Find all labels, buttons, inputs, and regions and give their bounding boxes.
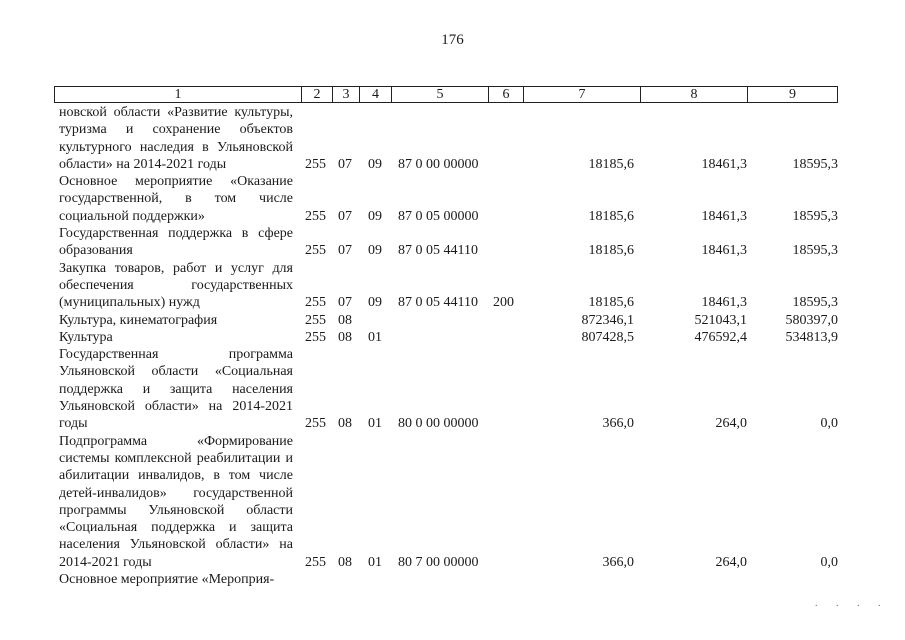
row-value-c7: 366,0 — [602, 416, 634, 432]
row-description: Культура, кинематография — [59, 312, 218, 328]
row-description: Закупка товаров, работ и услуг для обеспечения государственных (муниципальных) нужд — [59, 260, 293, 311]
row-value-c9: 18595,3 — [792, 243, 838, 259]
row-value-c2: 255 — [305, 554, 326, 570]
header-col-6: 6 — [489, 87, 524, 102]
header-col-9: 9 — [789, 87, 796, 102]
table-row — [0, 104, 905, 173]
row-value-c3: 07 — [338, 156, 352, 172]
row-value-c9: 18595,3 — [792, 156, 838, 172]
row-value-c2: 255 — [305, 416, 326, 432]
row-value-c3: 07 — [338, 295, 352, 311]
header-col-3: 3 — [333, 87, 360, 102]
row-value-c4: 09 — [368, 208, 382, 224]
scan-artifact: . . . . — [815, 598, 889, 609]
row-value-c4: 09 — [368, 156, 382, 172]
row-value-c3: 08 — [338, 554, 352, 570]
row-value-c3: 07 — [338, 243, 352, 259]
row-value-c7: 18185,6 — [588, 208, 634, 224]
row-value-c5: 87 0 05 44110 — [398, 243, 478, 259]
row-value-c9: 580397,0 — [785, 312, 838, 328]
row-description: Подпрограмма «Формирование системы комплексной реабилитации и абилитации инвалидов, в том числе детей-инвалидов» государственной программы Ульяновской области «Социальная поддержка и защита населения Ульяновской области» на 2014-2021 годы — [59, 433, 293, 570]
header-col-5: 5 — [392, 87, 489, 102]
table-row — [0, 225, 905, 260]
table-row — [0, 571, 905, 588]
table-row — [0, 260, 905, 312]
row-value-c9: 18595,3 — [792, 295, 838, 311]
row-value-c2: 255 — [305, 243, 326, 259]
row-value-c7: 872346,1 — [581, 312, 634, 328]
row-value-c8: 18461,3 — [701, 208, 747, 224]
row-value-c8: 521043,1 — [694, 312, 747, 328]
header-col-2: 2 — [302, 87, 333, 102]
row-description: новской области «Развитие культуры, туризма и сохранение объектов культурного наследия в Ульяновской области» на 2014-2021 годы — [59, 105, 293, 172]
row-value-c7: 18185,6 — [588, 295, 634, 311]
row-description: Государственная программа Ульяновской области «Социальная поддержка и защита населения Ульяновской области» на 2014-2021 годы — [59, 347, 293, 432]
table-row — [0, 346, 905, 432]
row-value-c5: 87 0 05 00000 — [398, 208, 479, 224]
header-col-8: 8 — [641, 87, 748, 102]
row-value-c2: 255 — [305, 156, 326, 172]
row-value-c2: 255 — [305, 208, 326, 224]
row-value-c2: 255 — [305, 312, 326, 328]
row-value-c3: 08 — [338, 329, 352, 345]
row-description: Основное мероприятие «Мероприя- — [59, 572, 275, 588]
row-value-c4: 01 — [368, 416, 382, 432]
row-description: Государственная поддержка в сфере образования — [59, 226, 293, 259]
row-value-c8: 18461,3 — [701, 295, 747, 311]
table-row — [0, 329, 905, 346]
header-col-4: 4 — [360, 87, 392, 102]
table-header — [54, 86, 838, 103]
row-value-c4: 01 — [368, 329, 382, 345]
table-row — [0, 433, 905, 571]
row-value-c7: 366,0 — [602, 554, 634, 570]
row-value-c6: 200 — [493, 295, 514, 311]
row-value-c9: 18595,3 — [792, 208, 838, 224]
row-description: Культура — [59, 329, 113, 345]
row-value-c7: 807428,5 — [581, 329, 634, 345]
table-row — [0, 173, 905, 225]
row-value-c5: 80 0 00 00000 — [398, 416, 479, 432]
row-value-c7: 18185,6 — [588, 243, 634, 259]
row-value-c4: 09 — [368, 295, 382, 311]
row-value-c3: 07 — [338, 208, 352, 224]
row-value-c9: 534813,9 — [785, 329, 838, 345]
row-value-c8: 18461,3 — [701, 243, 747, 259]
row-value-c2: 255 — [305, 329, 326, 345]
row-value-c7: 18185,6 — [588, 156, 634, 172]
row-description: Основное мероприятие «Оказание государственной, в том числе социальной поддержки» — [59, 174, 293, 224]
page-number: 176 — [441, 32, 464, 48]
row-value-c4: 01 — [368, 554, 382, 570]
row-value-c5: 87 0 05 44110 — [398, 295, 478, 311]
row-value-c9: 0,0 — [820, 554, 838, 570]
row-value-c8: 18461,3 — [701, 156, 747, 172]
row-value-c3: 08 — [338, 416, 352, 432]
row-value-c3: 08 — [338, 312, 352, 328]
table-row — [0, 312, 905, 329]
row-value-c8: 476592,4 — [694, 329, 747, 345]
row-value-c9: 0,0 — [820, 416, 838, 432]
row-value-c8: 264,0 — [715, 554, 747, 570]
header-col-1: 1 — [55, 87, 302, 102]
row-value-c2: 255 — [305, 295, 326, 311]
row-value-c5: 80 7 00 00000 — [398, 554, 479, 570]
header-col-7: 7 — [524, 87, 641, 102]
row-value-c8: 264,0 — [715, 416, 747, 432]
row-value-c4: 09 — [368, 243, 382, 259]
table-body — [0, 104, 905, 588]
row-value-c5: 87 0 00 00000 — [398, 156, 479, 172]
